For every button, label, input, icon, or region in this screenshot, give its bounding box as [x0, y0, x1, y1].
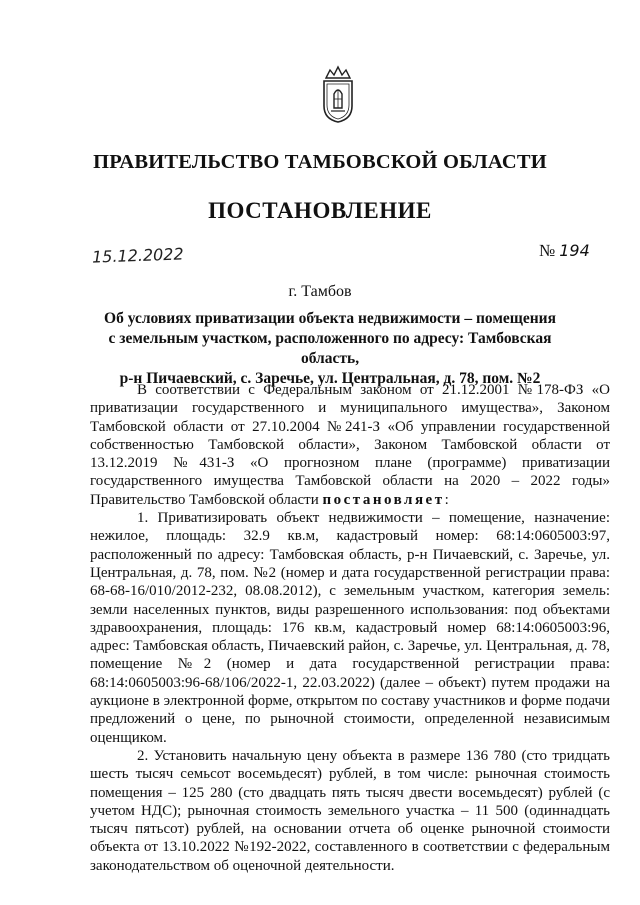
number-prefix: №: [539, 241, 556, 260]
document-type: ПОСТАНОВЛЕНИЕ: [208, 198, 432, 223]
coat-of-arms-icon: [318, 64, 358, 124]
document-subject: [80, 309, 580, 389]
decree-word: постановляет: [322, 491, 445, 508]
document-number: [539, 241, 590, 261]
preamble-text: В соответствии с Федеральным законом от 21.12.2001 №178-ФЗ «О приватизации государственного и муниципального имущества», Законом Тамбовской области от 27.10.2004 №241-З «Об управлении государственной собственностью Тамбовской области», Законом Тамбовской области от 13.12.2019 №431-З «О прогнозном плане (программе) приватизации государственного имущества Тамбовской области на 2020 – 2022 годы» Правительство Тамбовской области: [90, 382, 610, 508]
document-body: [90, 381, 610, 875]
item-paragraph: 1. Приватизировать объект недвижимости – помещение, назначение: нежилое, площадь: 32.9 кв.м, кадастровый номер: 68:14:0605003:97, расположенный по адресу: Тамбовская область, р-н Пичаевский, с. Заречье, ул. Центральная, д. 78, пом. №2 (номер и дата государственной регистрации права: 68-68-16/010/2012-232, 08.08.2012), с земельным участком, категория земель: земли населенных пунктов, виды разрешенного использования: под объектами здравоохранения, площадь: 176 кв.м, кадастровый номер 68:14:0605003:96, адрес: Тамбовская область, Пичаевский район, с. Заречье, ул. Центральная, д. 78, помещение №2 (номер и дата государственной регистрации права: 68:14:0605003:96-68/106/2022-1, 22.03.2022) (далее – объект) путем продажи на аукционе в электронной форме, открытом по составу участников и форме подачи предложений о цене, по рыночной стоимости, определенной независимым оценщиком.: [90, 510, 610, 746]
preamble-paragraph: [90, 381, 610, 509]
subject-line: р-н Пичаевский, с. Заречье, ул. Центральная, д. 78, пом. №2: [119, 370, 541, 387]
government-name: ПРАВИТЕЛЬСТВО ТАМБОВСКОЙ ОБЛАСТИ: [93, 151, 547, 173]
document-date: 15.12.2022: [91, 244, 184, 267]
subject-line: Об условиях приватизации объекта недвижимости – помещения: [104, 310, 556, 327]
number-value: 194: [559, 241, 590, 260]
item-paragraph: 2. Установить начальную цену объекта в размере 136 780 (сто тридцать шесть тысяч семьсот восемьдесят) рублей, в том числе: рыночная стоимость помещения – 125 280 (сто двадцать пять тысяч двести восемьдесят) рублей (с учетом НДС); рыночная стоимость земельного участка – 11 500 (одиннадцать тысяч пятьсот) рублей, на основании отчета об оценке рыночной стоимости объекта от 13.10.2022 №192-2022, составленного в соответствии с федеральным законодательством об оценочной деятельности.: [90, 747, 610, 874]
decree-colon: :: [444, 491, 449, 508]
city: г. Тамбов: [288, 283, 352, 300]
subject-line: с земельным участком, расположенного по адресу: Тамбовская область,: [108, 330, 552, 367]
